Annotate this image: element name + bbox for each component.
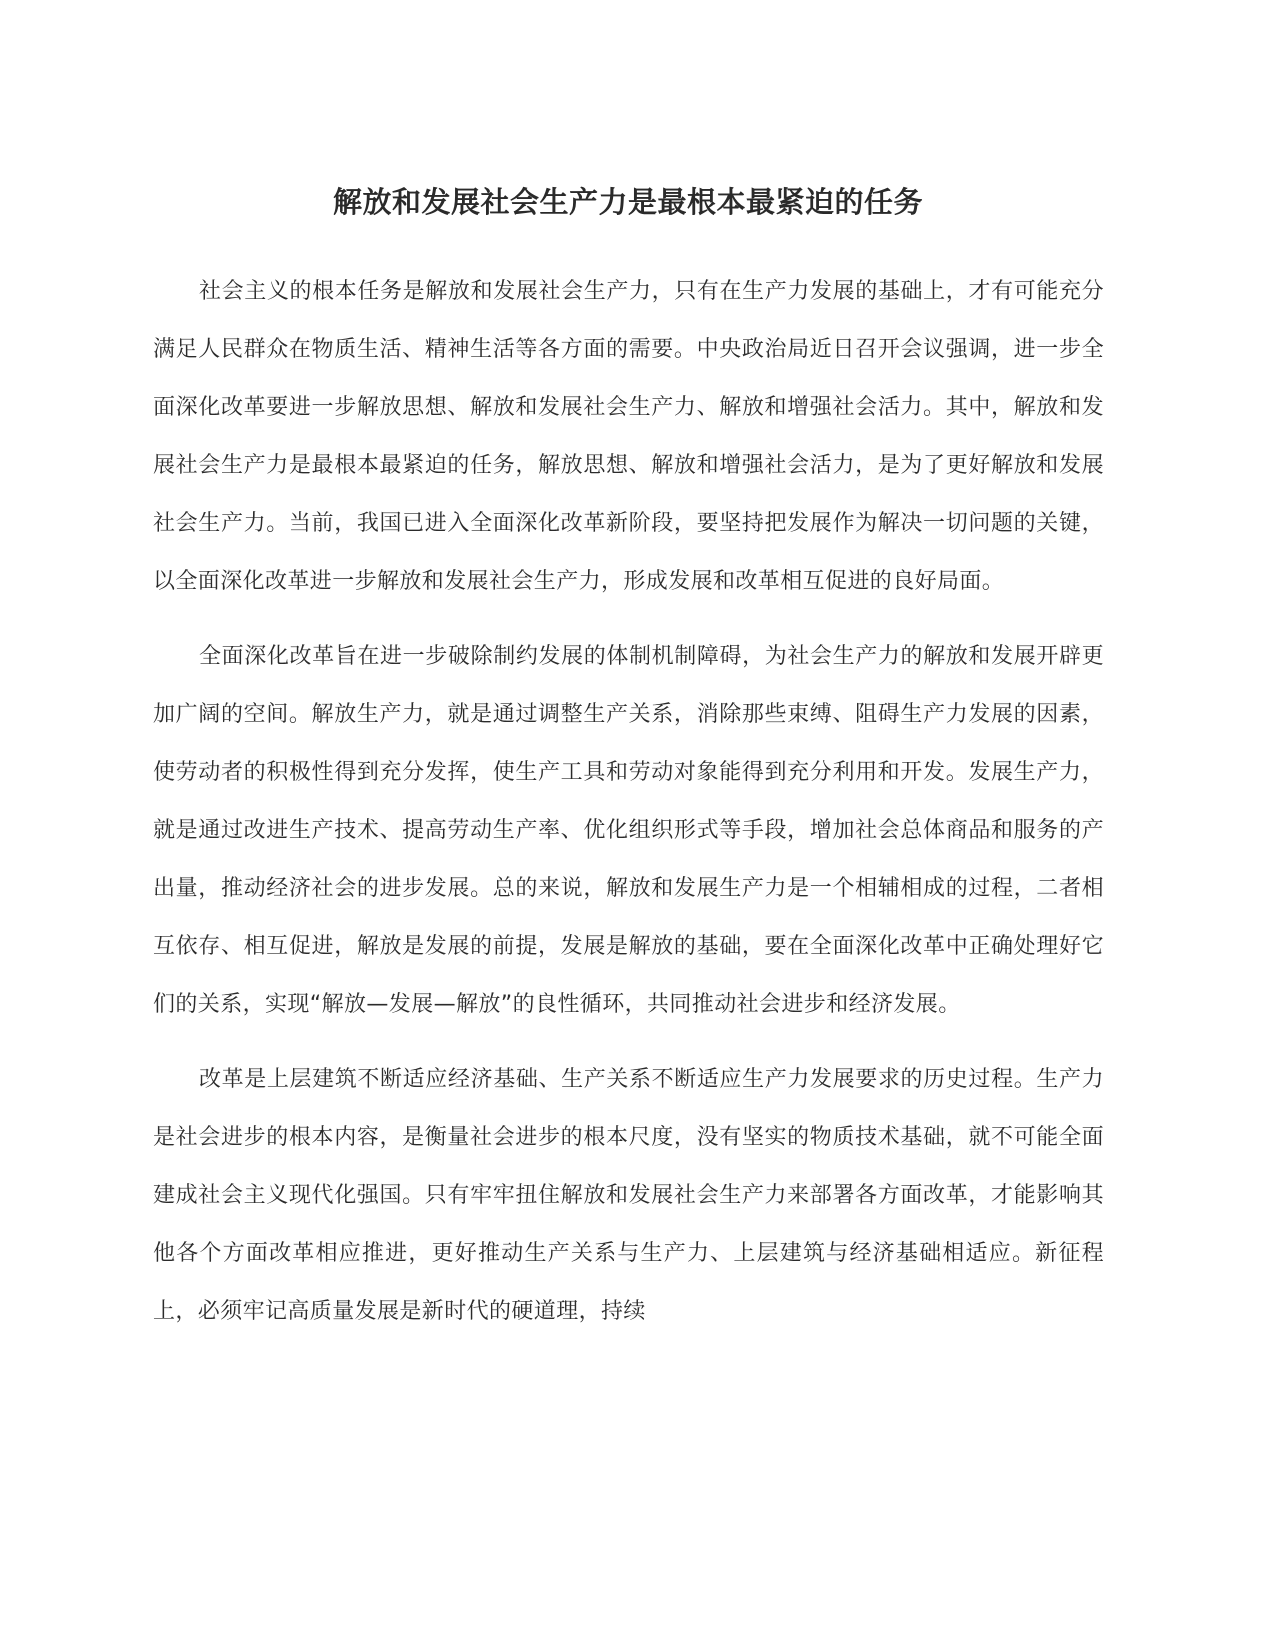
paragraph-3: 改革是上层建筑不断适应经济基础、生产关系不断适应生产力发展要求的历史过程。生产力是社会进步的根本内容，是衡量社会进步的根本尺度，没有坚实的物质技术基础，就不可能全面建成社会主义现代化强国。只有牢牢扭住解放和发展社会生产力来部署各方面改革，才能影响其他各个方面改革相应推进，更好推动生产关系与生产力、上层建筑与经济基础相适应。新征程上，必须牢记高质量发展是新时代的硬道理，持续 xyxy=(153,1067,1104,1324)
document-title: 解放和发展社会生产力是最根本最紧迫的任务 xyxy=(332,185,923,219)
paragraph-2: 全面深化改革旨在进一步破除制约发展的体制机制障碍，为社会生产力的解放和发展开辟更加广阔的空间。解放生产力，就是通过调整生产关系，消除那些束缚、阻碍生产力发展的因素，使劳动者的积极性得到充分发挥，使生产工具和劳动对象能得到充分利用和开发。发展生产力，就是通过改进生产技术、提高劳动生产率、优化组织形式等手段，增加社会总体商品和服务的产出量，推动经济社会的进步发展。总的来说，解放和发展生产力是一个相辅相成的过程，二者相互依存、相互促进，解放是发展的前提，发展是解放的基础，要在全面深化改革中正确处理好它们的关系，实现“解放—发展—解放”的良性循环，共同推动社会进步和经济发展。 xyxy=(153,644,1104,1017)
paragraph-1: 社会主义的根本任务是解放和发展社会生产力，只有在生产力发展的基础上，才有可能充分满足人民群众在物质生活、精神生活等各方面的需要。中央政治局近日召开会议强调，进一步全面深化改革要进一步解放思想、解放和发展社会生产力、解放和增强社会活力。其中，解放和发展社会生产力是最根本最紧迫的任务，解放思想、解放和增强社会活力，是为了更好解放和发展社会生产力。当前，我国已进入全面深化改革新阶段，要坚持把发展作为解决一切问题的关键，以全面深化改革进一步解放和发展社会生产力，形成发展和改革相互促进的良好局面。 xyxy=(153,279,1104,594)
document-body xyxy=(153,263,1104,1358)
